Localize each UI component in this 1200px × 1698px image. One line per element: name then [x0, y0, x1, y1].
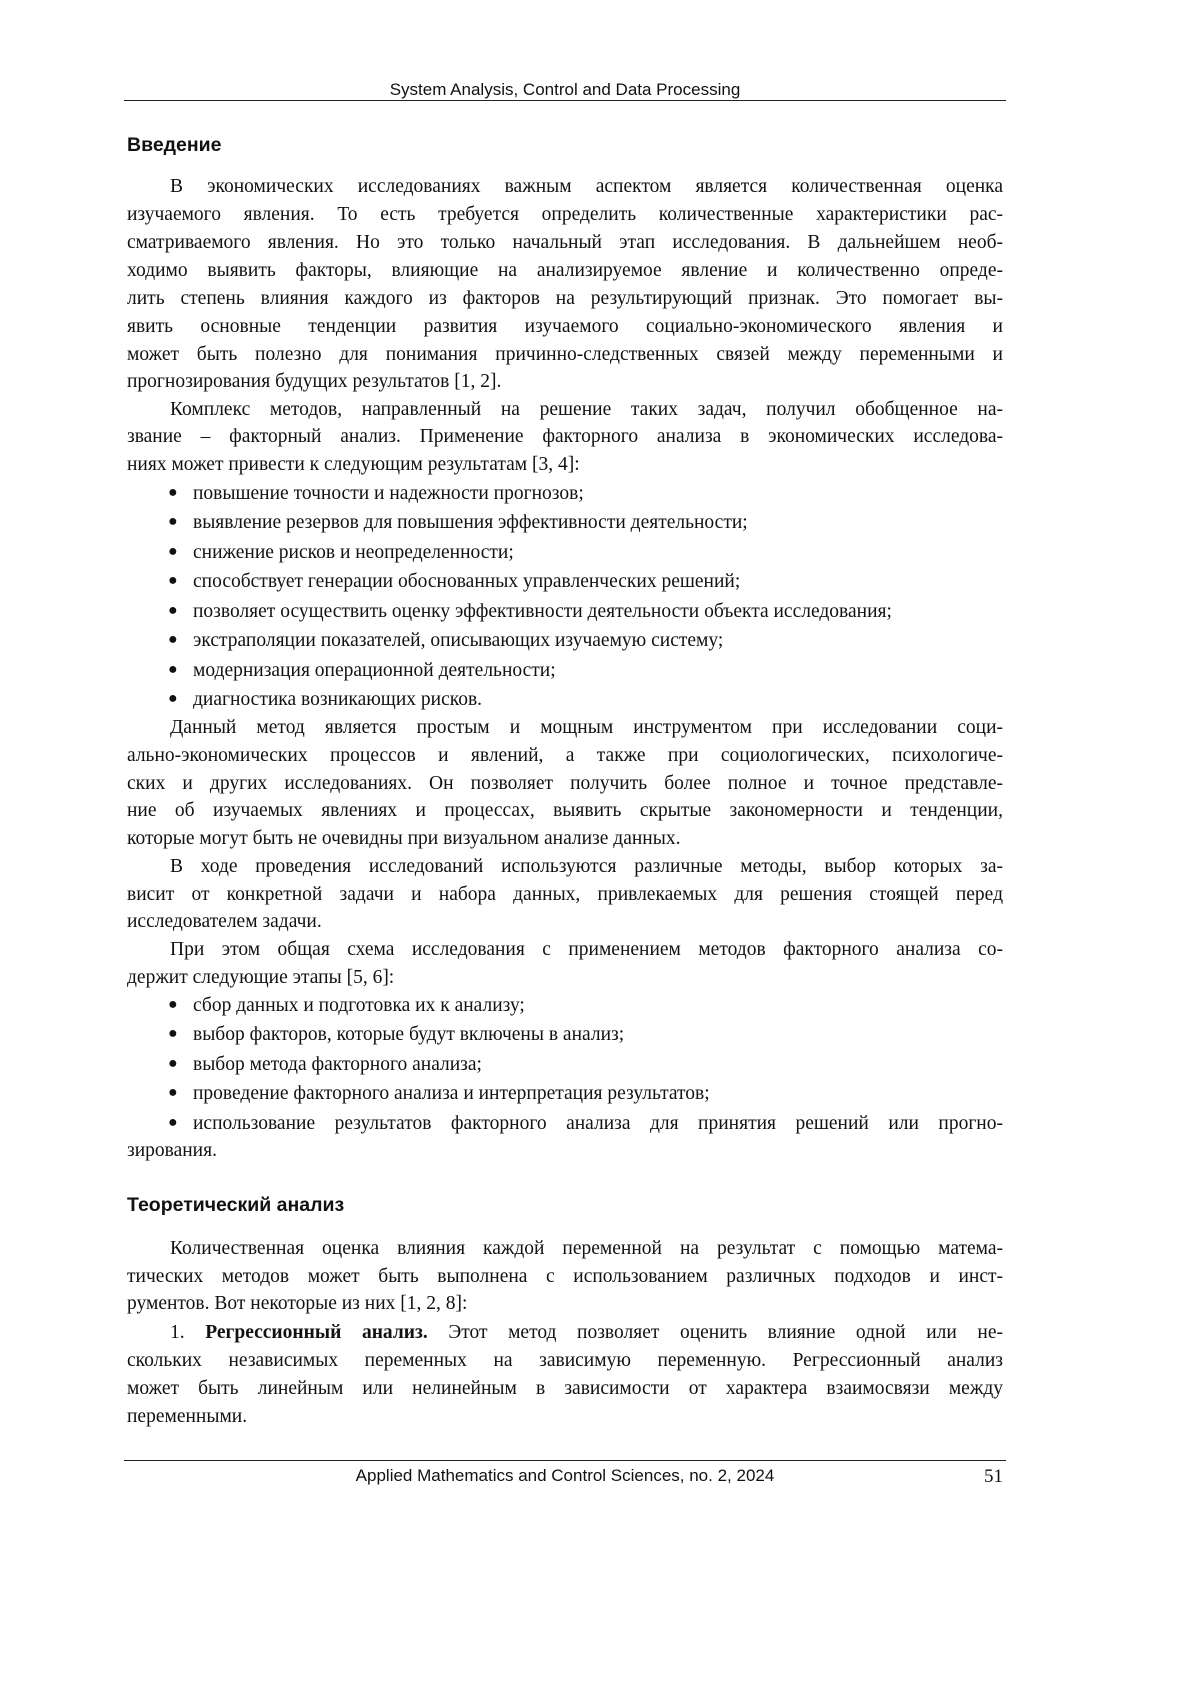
list-number: 1. — [170, 1322, 205, 1343]
list-item: проведение факторного анализа и интерпретация результатов; — [193, 1082, 710, 1106]
bullet-icon: ● — [168, 513, 178, 531]
paragraph-line: звание – факторный анализ. Применение факторного анализа в экономических исследова- — [127, 425, 1003, 449]
paragraph-line: Данный метод является простым и мощным инструментом при исследовании соци- — [170, 716, 1003, 740]
paragraph-line: исследователем задачи. — [127, 910, 322, 934]
footer-journal: Applied Mathematics and Control Sciences, no. 2, 2024 — [127, 1466, 1003, 1486]
paragraph-line: висит от конкретной задачи и набора данных, привлекаемых для решения стоящей перед — [127, 883, 1003, 907]
bullet-icon: ● — [168, 996, 178, 1014]
paragraph-line: прогнозирования будущих результатов [1, 2]. — [127, 370, 501, 394]
section-heading-introduction: Введение — [127, 134, 222, 157]
paragraph-line — [170, 1321, 1003, 1345]
list-item: диагностика возникающих рисков. — [193, 688, 482, 712]
bullet-icon: ● — [168, 1084, 178, 1102]
bullet-icon: ● — [168, 572, 178, 590]
paragraph-line: сматриваемого явления. Но это только начальный этап исследования. В дальнейшем необ- — [127, 231, 1003, 255]
bullet-icon: ● — [168, 484, 178, 502]
list-item: экстраполяции показателей, описывающих изучаемую систему; — [193, 629, 723, 653]
paragraph-line: может быть линейным или нелинейным в зависимости от характера взаимосвязи между — [127, 1377, 1003, 1401]
list-item: способствует генерации обоснованных управленческих решений; — [193, 570, 740, 594]
paragraph-line: ально-экономических процессов и явлений, а также при социологических, психологиче- — [127, 744, 1003, 768]
paragraph-line: лить степень влияния каждого из факторов на результирующий признак. Это помогает вы- — [127, 287, 1003, 311]
paragraph-line: В ходе проведения исследований используются различные методы, выбор которых за- — [170, 855, 1003, 879]
paragraph-line: В экономических исследованиях важным аспектом является количественная оценка — [170, 175, 1003, 199]
list-item: выбор метода факторного анализа; — [193, 1053, 482, 1077]
page-number: 51 — [984, 1466, 1003, 1488]
paragraph-line: Комплекс методов, направленный на решение таких задач, получил обобщенное на- — [170, 398, 1003, 422]
paragraph-line: зирования. — [127, 1139, 217, 1163]
section-heading-theoretical-analysis: Теоретический анализ — [127, 1194, 344, 1217]
list-item: модернизация операционной деятельности; — [193, 659, 556, 683]
list-item: сбор данных и подготовка их к анализу; — [193, 994, 525, 1018]
paragraph-line: При этом общая схема исследования с применением методов факторного анализа со- — [170, 938, 1003, 962]
bullet-icon: ● — [168, 1055, 178, 1073]
paragraph-line: тических методов может быть выполнена с использованием различных подходов и инст- — [127, 1265, 1003, 1289]
list-item: позволяет осуществить оценку эффективности деятельности объекта исследования; — [193, 600, 892, 624]
paragraph-line: ходимо выявить факторы, влияющие на анализируемое явление и количественно опреде- — [127, 259, 1003, 283]
paragraph-line: может быть полезно для понимания причинно-следственных связей между переменными и — [127, 343, 1003, 367]
paragraph-line: изучаемого явления. То есть требуется определить количественные характеристики рас- — [127, 203, 1003, 227]
list-item: снижение рисков и неопределенности; — [193, 541, 514, 565]
bullet-icon: ● — [168, 543, 178, 561]
paragraph-line: ниях может привести к следующим результатам [3, 4]: — [127, 453, 580, 477]
header-rule — [124, 100, 1006, 101]
list-item: выбор факторов, которые будут включены в анализ; — [193, 1023, 624, 1047]
paragraph-line: явить основные тенденции развития изучаемого социально-экономического явления и — [127, 315, 1003, 339]
paragraph-text: Этот метод позволяет оценить влияние одной или не- — [428, 1322, 1003, 1343]
bullet-icon: ● — [168, 631, 178, 649]
bullet-icon: ● — [168, 1025, 178, 1043]
list-item: повышение точности и надежности прогнозов; — [193, 482, 584, 506]
paragraph-line: ских и других исследованиях. Он позволяет получить более полное и точное представле- — [127, 772, 1003, 796]
paragraph-line: которые могут быть не очевидны при визуальном анализе данных. — [127, 827, 680, 851]
paragraph-line: ние об изучаемых явлениях и процессах, выявить скрытые закономерности и тенденции, — [127, 799, 1003, 823]
paragraph-line: Количественная оценка влияния каждой переменной на результат с помощью матема- — [170, 1237, 1003, 1261]
footer-rule — [124, 1460, 1006, 1461]
paragraph-line: переменными. — [127, 1405, 247, 1429]
bullet-icon: ● — [168, 602, 178, 620]
paragraph-line: скольких независимых переменных на зависимую переменную. Регрессионный анализ — [127, 1349, 1003, 1373]
bullet-icon: ● — [168, 690, 178, 708]
term-regression-analysis: Регрессионный анализ. — [205, 1322, 428, 1343]
bullet-icon: ● — [168, 661, 178, 679]
running-header: System Analysis, Control and Data Processing — [127, 80, 1003, 100]
bullet-icon: ● — [168, 1114, 178, 1132]
list-item: использование результатов факторного анализа для принятия решений или прогно- — [193, 1112, 1003, 1136]
list-item: выявление резервов для повышения эффективности деятельности; — [193, 511, 748, 535]
paragraph-line: держит следующие этапы [5, 6]: — [127, 966, 394, 990]
paragraph-line: рументов. Вот некоторые из них [1, 2, 8]: — [127, 1292, 467, 1316]
